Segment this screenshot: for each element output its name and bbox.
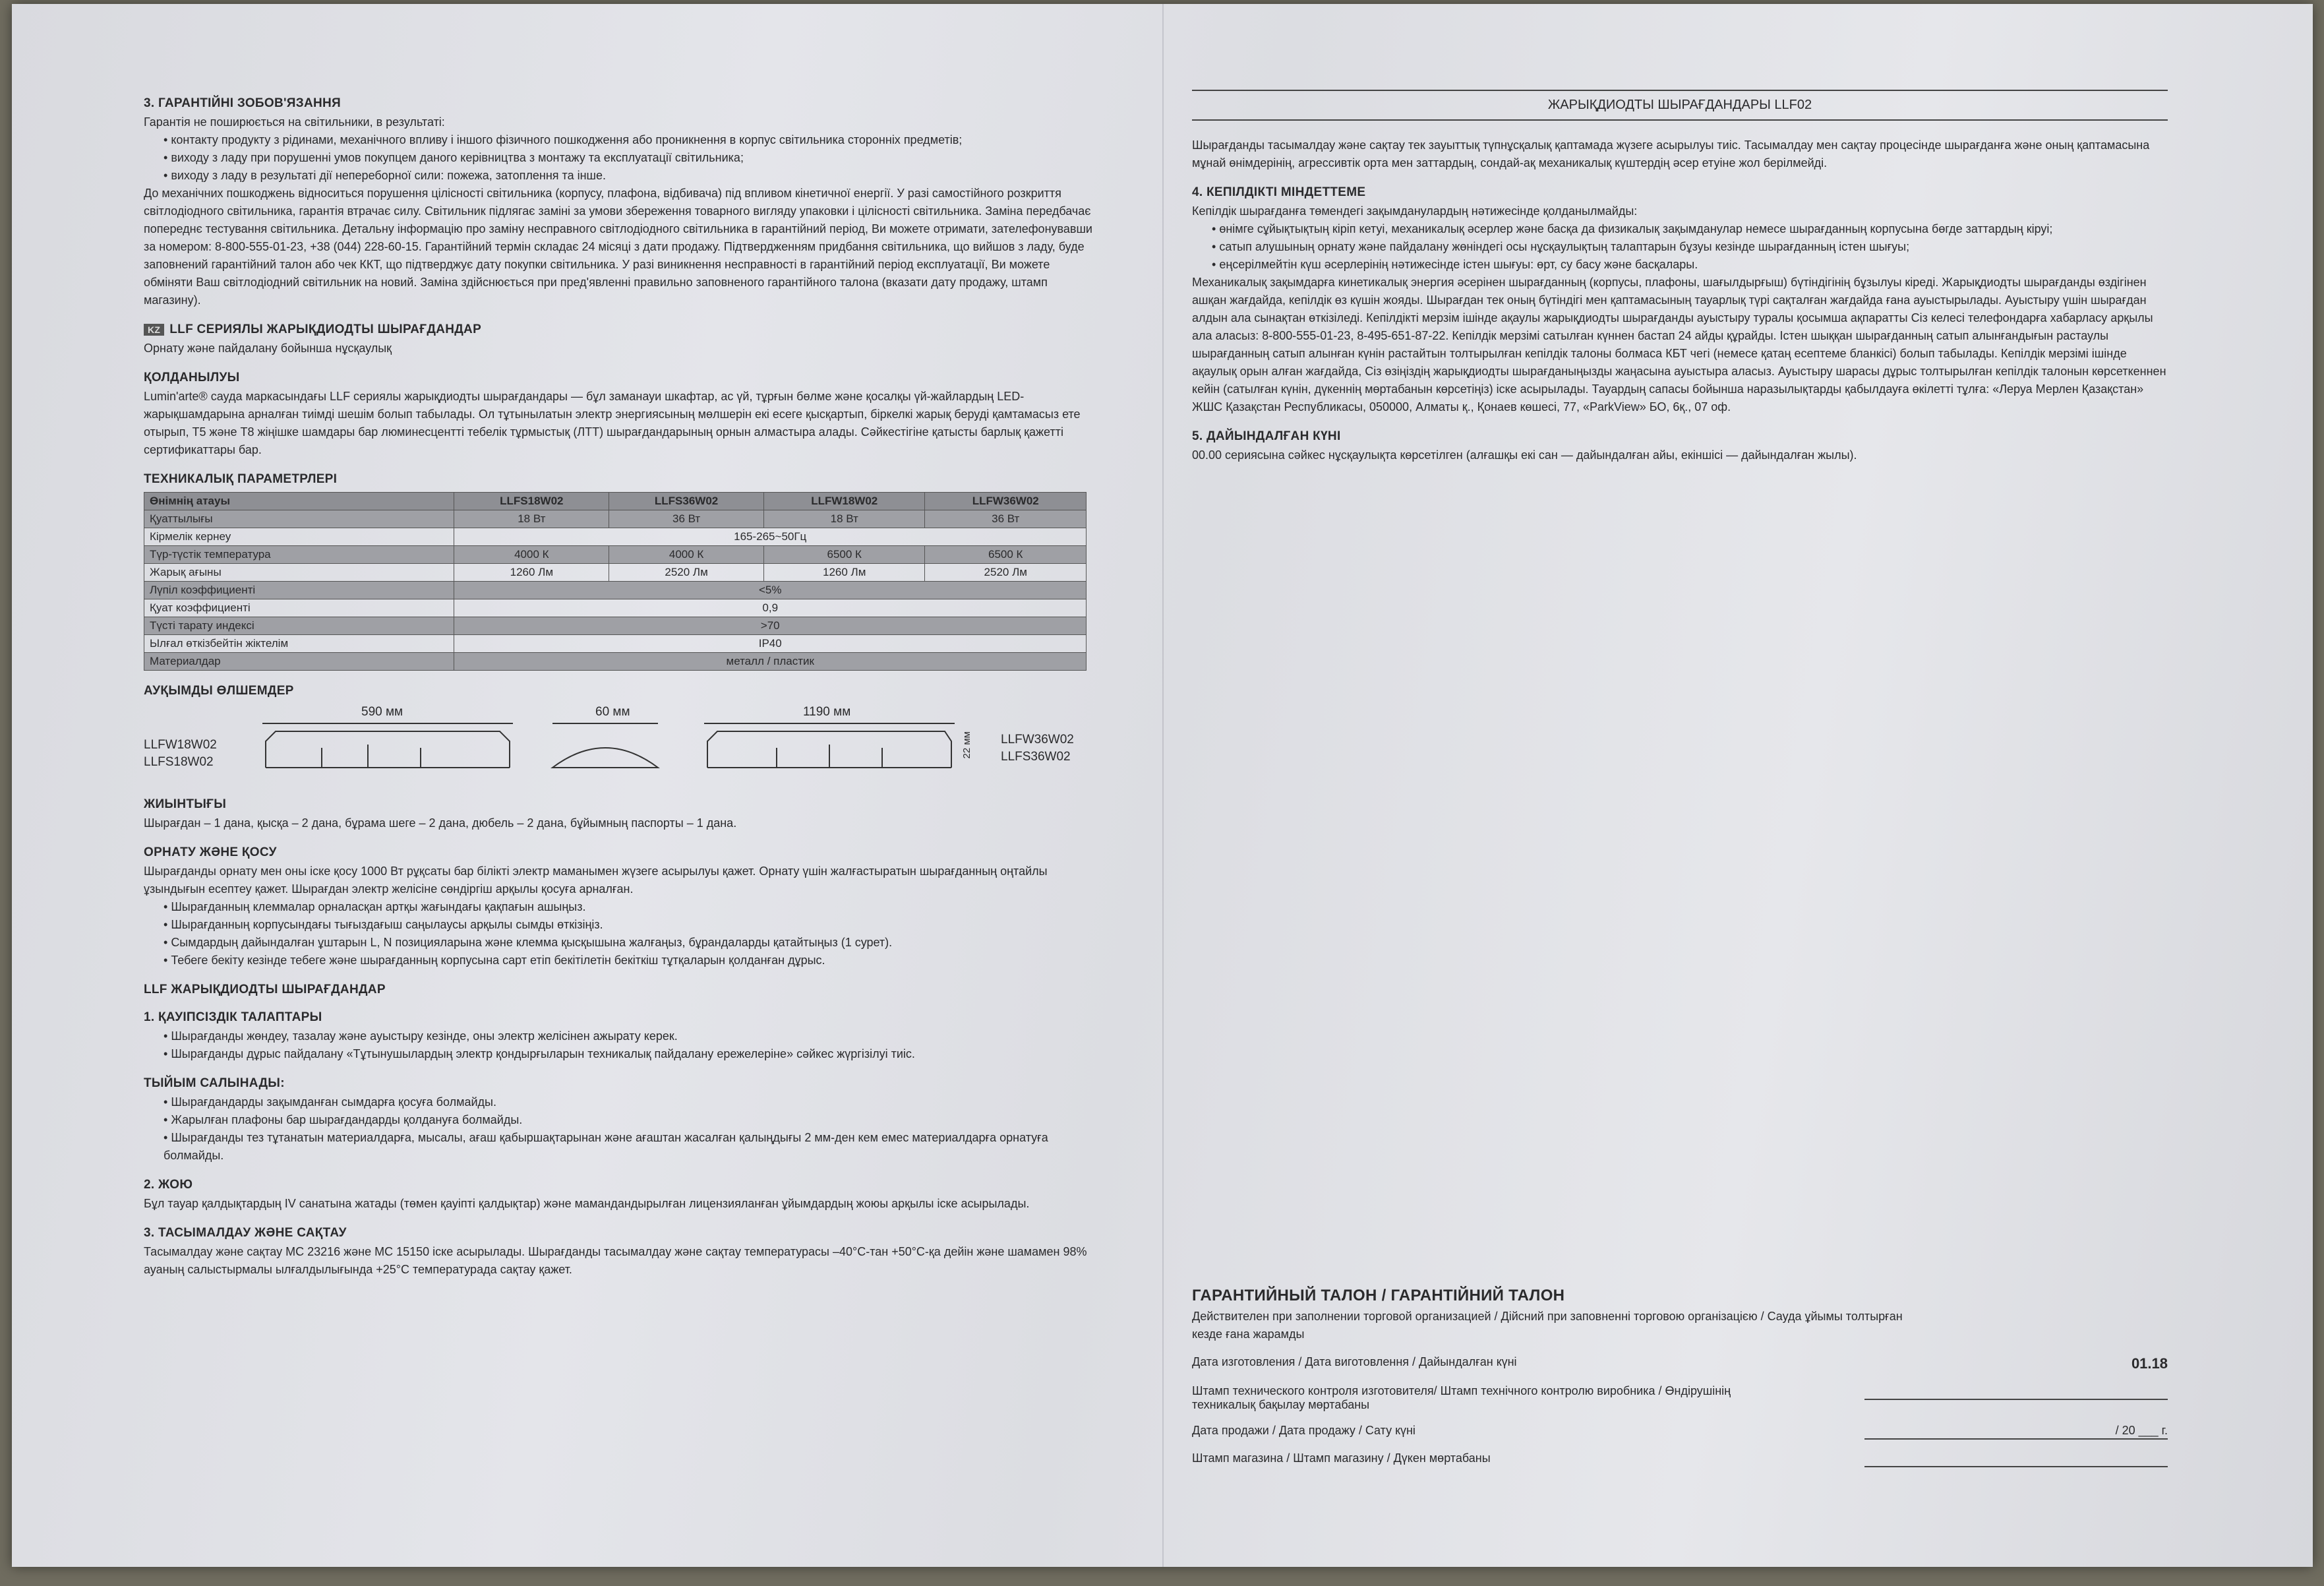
forbid-section <box>144 1076 1100 1165</box>
table-row <box>144 617 1087 635</box>
install-section <box>144 845 1100 969</box>
warranty-list <box>1192 220 2168 274</box>
warranty-list <box>144 131 1100 185</box>
guarantee-row-sale-date <box>1192 1424 2168 1440</box>
section-heading: АУҚЫМДЫ ӨЛШЕМДЕР <box>144 684 294 698</box>
table-header-cell: Өнімнің атауы <box>144 493 454 510</box>
sale-date-suffix: / 20 ___ г. <box>2115 1424 2168 1437</box>
guarantee-row-manufacture <box>1192 1355 2168 1372</box>
list-item: • Шырағданның корпусындағы тығыздағыш саңылаусы арқылы сымды өткізіңіз. <box>164 916 1100 934</box>
list-item: • Шырағданды дұрыс пайдалану «Тұтынушылардың электр қондырғыларын техникалық пайдалану ережелеріне» сәйкес жүргізілуі тиіс. <box>164 1045 1100 1063</box>
guarantee-row-tech-stamp <box>1192 1384 2168 1412</box>
list-item: • виходу з ладу в результаті дії непереборної сили: пожежа, затоплення та інше. <box>164 167 1100 185</box>
table-cell: Түр-түстік температура <box>144 546 454 564</box>
list-item: • еңсерілмейтін күш әсерлерінің нәтижесінде істен шығуы: өрт, су басу және басқалары. <box>1212 256 2168 274</box>
table-cell: 1260 Лм <box>763 564 925 582</box>
table-header-cell: LLFW36W02 <box>925 493 1087 510</box>
section-heading: 1. ҚАУІПСІЗДІК ТАЛАПТАРЫ <box>144 1010 322 1024</box>
list-item: • Шырағданды тез тұтанатын материалдарға, мысалы, ағаш қабыршақтарынан және ағаштан жасалған қалыңдығы 2 мм-ден кем емес материалдарға орнатуға болмайды. <box>164 1129 1100 1165</box>
forbid-list <box>144 1093 1100 1165</box>
models-label-right: LLFW36W02 LLFS36W02 <box>1001 733 1074 764</box>
section-heading: 2. ЖОЮ <box>144 1178 193 1192</box>
table-cell: >70 <box>454 617 1087 635</box>
table-cell: 2520 Лм <box>609 564 764 582</box>
dim-label-590: 590 мм <box>361 705 403 719</box>
section-heading: ТЕХНИКАЛЫҚ ПАРАМЕТРЛЕРІ <box>144 472 338 486</box>
language-tag: KZ <box>144 324 164 336</box>
row-label: Дата продажи / Дата продажу / Сату күні <box>1192 1424 1415 1437</box>
list-item: • контакту продукту з рідинами, механічного впливу і іншого фізичного пошкодження або проникнення в корпус світильника сторонніх предметів; <box>164 131 1100 149</box>
list-item: • Жарылған плафоны бар шырағдандарды қолдануға болмайды. <box>164 1111 1100 1129</box>
table-header-cell: LLFW18W02 <box>763 493 925 510</box>
section-text: Шырағданды тасымалдау және сақтау тек зауыттық түпнұсқалық қаптамада жүзеге асырылуы тиіс. Тасымалдау мен сақтау процесінде шырағданға және оның қаптамасына мұнай өнімдерінің, агрессивтік орта мен заттардың, сондай-ақ механикалық күштердің әсер етуіне жол берілмейді. <box>1192 138 2150 169</box>
dim-label-22: 22 мм <box>961 731 972 759</box>
left-column <box>144 96 1100 1292</box>
table-cell: Жарық ағыны <box>144 564 454 582</box>
manufacture-section <box>1192 429 2168 464</box>
table-cell: Қуаттылығы <box>144 510 454 528</box>
table-row <box>144 564 1087 582</box>
section-heading: ОРНАТУ ЖӘНЕ ҚОСУ <box>144 845 277 859</box>
table-row <box>144 582 1087 599</box>
section-text: Тасымалдау және сақтау МС 23216 және МС 15150 іске асырылады. Шырағданды тасымалдау және сақтау температурасы –40°С-тан +50°С-қа дейін және шамамен 98% ауаның салыстырмалы ылғалдылығында +25°С температурада сақтау қажет. <box>144 1245 1087 1276</box>
table-cell: <5% <box>454 582 1087 599</box>
section-text: Шырағданды орнату мен оны іске қосу 1000 Вт рұқсаты бар білікті электр маманымен жүзеге асырылуы қажет. Орнату үшін жалғастыратын шырағданның оңтайлы ұзындығын есептеу қажет. Шырағдан электр желісіне сөндіргіш арқылы қосуға арналған. <box>144 865 1048 896</box>
right-column <box>1192 90 2168 477</box>
dimensions-diagram <box>144 705 1100 784</box>
storage-section <box>1192 137 2168 172</box>
table-cell: Ылғал өткізбейтін жіктелім <box>144 635 454 653</box>
list-item: • Тебеге бекіту кезінде тебеге және шырағданның корпусына сарт етіп бекітілетін бекіткіш тұтқаларын қолданған дұрыс. <box>164 952 1100 969</box>
table-cell: металл / пластик <box>454 653 1087 671</box>
fold-line <box>1162 4 1164 1567</box>
table-row <box>144 528 1087 546</box>
table-cell: 6500 К <box>925 546 1087 564</box>
install-list <box>144 898 1100 969</box>
section-heading: LLF ЖАРЫҚДИОДТЫ ШЫРАҒДАНДАР <box>144 983 386 996</box>
subtitle: Орнату және пайдалану бойынша нұсқаулық <box>144 342 392 355</box>
list-item: • Шырағданның клеммалар орналасқан артқы жағындағы қақпағын ашыңыз. <box>164 898 1100 916</box>
table-row <box>144 546 1087 564</box>
table-cell: 36 Вт <box>609 510 764 528</box>
tech-section <box>144 472 1100 671</box>
usage-section <box>144 371 1100 459</box>
title-text: LLF СЕРИЯЛЫ ЖАРЫҚДИОДТЫ ШЫРАҒДАНДАР <box>169 322 482 336</box>
fixture-drawing <box>144 705 1001 784</box>
tech-stamp-field[interactable] <box>1864 1384 2168 1400</box>
section-heading: ҚОЛДАНЫЛУЫ <box>144 371 240 384</box>
guarantee-card <box>1192 1287 2168 1467</box>
table-cell: 36 Вт <box>925 510 1087 528</box>
section-text: Гарантія не поширюється на світильники, в результаті: <box>144 115 445 129</box>
dim-label-60: 60 мм <box>595 705 630 719</box>
page-title <box>144 322 1100 337</box>
dimensions-section <box>144 684 1100 784</box>
table-cell: 165-265~50Гц <box>454 528 1087 546</box>
transport-section <box>144 1226 1100 1279</box>
table-cell: Түсті тарату индексі <box>144 617 454 635</box>
section-text: 00.00 сериясына сәйкес нұсқаулықта көрсетілген (алғашқы екі сан — дайындалған айы, екіншісі — дайындалған жылы). <box>1192 448 1857 462</box>
list-item: • Сымдардың дайындалған ұштарын L, N позицияларына және клемма қысқышына жалғаңыз, бұрандаларды қатайтыңыз (1 сурет). <box>164 934 1100 952</box>
guarantee-subtitle: Действителен при заполнении торговой организацией / Дійсний при заповненні торговою організацією / Сауда ұйымы толтырған кезде ғана жарамды <box>1192 1310 1903 1341</box>
table-row <box>144 653 1087 671</box>
section-heading: 3. ТАСЫМАЛДАУ ЖӘНЕ САҚТАУ <box>144 1226 347 1240</box>
section-heading: 3. ГАРАНТІЙНІ ЗОБОВ'ЯЗАННЯ <box>144 96 341 110</box>
warranty-kz-section <box>1192 185 2168 416</box>
table-header-cell: LLFS18W02 <box>454 493 609 510</box>
list-item: • өнімге сұйықтықтың кіріп кетуі, механикалық әсерлер және басқа да физикалық зақымданулар немесе шырағданның корпусына бөгде заттардың кіруі; <box>1212 220 2168 238</box>
table-cell: 18 Вт <box>454 510 609 528</box>
table-cell: 4000 К <box>609 546 764 564</box>
table-row <box>144 599 1087 617</box>
section-heading: ЖИЫНТЫҒЫ <box>144 797 227 811</box>
disposal-section <box>144 1178 1100 1213</box>
section-text: Кепілдік шырағданға төмендегі зақымданулардың нәтижесінде қолданылмайды: <box>1192 204 1638 218</box>
guarantee-title: ГАРАНТИЙНЫЙ ТАЛОН / ГАРАНТІЙНИЙ ТАЛОН <box>1192 1287 1565 1304</box>
shop-stamp-field[interactable] <box>1864 1451 2168 1467</box>
table-cell: 18 Вт <box>763 510 925 528</box>
manufacture-date-value: 01.18 <box>2131 1355 2168 1372</box>
section-heading: 5. ДАЙЫНДАЛҒАН КҮНІ <box>1192 429 1341 443</box>
table-row <box>144 635 1087 653</box>
models-label-left: LLFW18W02 LLFS18W02 <box>144 738 217 769</box>
guarantee-row-shop-stamp <box>1192 1451 2168 1467</box>
row-label: Дата изготовления / Дата виготовлення / Дайындалған күні <box>1192 1355 1517 1368</box>
list-item: • Шырағданды жөндеу, тазалау және ауыстыру кезінде, оны электр желісінен ажырату керек. <box>164 1027 1100 1045</box>
sale-date-field[interactable] <box>1864 1424 2168 1440</box>
section-text: Механикалық зақымдарға кинетикалық энергия әсерінен шырағданның (корпусы, плафоны, шағылдырғыш) бүтіндігінің бұзылуы кіреді. Жарықдиодты шырағданды өздігінен ашқан жағдайда, кепілдік өз күшін жояды. Шырағдан тек оның бүтіндігі мен қаптамасының тауарлық түрі сақталған жағдайда ғана ауыстырылады. Ауыстыру үшін шырағдан алдын ала сынақтан өткізіледі. Кепілдікті мерзім ішінде ақаулы жарықдиодты шырағданды ауыстыру туралы қосымша ақпаратты Сіз келесі телефондарға хабарласу арқылы ала аласыз: 8-800-555-01-23, 8-495-651-87-22. Кепілдік мерзімі сатылған күннен бастап 24 айды құрайды. Істен шыққан шырағданның сатып алынғандығын растаулы шырағданның сатып алынған күнін растайтын толтырылған кепілдік талоны болмаса КБТ чегі (немесе қатаң есептеме бланкісі) болып табылады. Кепілдік мерзімі ішінде ақаулық орын алған жағдайда, Сіз өзіңіздің жарықдиодты шырағданыңызды жаңасына ауыстыра аласыз. Ауыстыру шарасы дұрыс толтырылған кепілдік талонын көрсеткеннен кейін (сатылған күнін, дүкеннің мөртабанын көрсетіңіз) іске асырылады. Тауардың сапасы бойынша наразылықтарды қабылдауға өкілетті тұлға: «Леруа Мерлен Қазақстан» ЖШС Қазақстан Республикасы, 050000, Алматы қ., Қонаев көшесі, 77, «ParkView» БО, 6қ., 07 оф. <box>1192 276 2166 413</box>
section-text: Бұл тауар қалдықтардың IV санатына жатады (төмен қауіпті қалдықтар) және мамандандырылған лицензияланған ұйымдардың жоюы арқылы іске асырылады. <box>144 1197 1030 1210</box>
series-title-block <box>144 322 1100 357</box>
table-cell: 6500 К <box>763 546 925 564</box>
table-cell: Кірмелік кернеу <box>144 528 454 546</box>
table-cell: IP40 <box>454 635 1087 653</box>
llf-heading-block <box>144 983 1100 997</box>
list-item: • сатып алушының орнату және пайдалану жөніндегі осы нұсқаулықтың талаптарын бұзуы кезінде шырағданның істен шығуы; <box>1212 238 2168 256</box>
table-header-row <box>144 493 1087 510</box>
section-heading: 4. КЕПІЛДІКТІ МІНДЕТТЕМЕ <box>1192 185 1366 199</box>
list-item: • Шырағдандарды зақымданған сымдарға қосуға болмайды. <box>164 1093 1100 1111</box>
table-cell: Лүпіл коэффициенті <box>144 582 454 599</box>
section-text: Шырағдан – 1 дана, қысқа – 2 дана, бұрама шеге – 2 дана, дюбель – 2 дана, бұйымның паспорты – 1 дана. <box>144 816 737 830</box>
table-header-cell: LLFS36W02 <box>609 493 764 510</box>
row-label: Штамп магазина / Штамп магазину / Дүкен мөртабаны <box>1192 1451 1491 1465</box>
table-row <box>144 510 1087 528</box>
kit-section <box>144 797 1100 832</box>
table-cell: Қуат коэффициенті <box>144 599 454 617</box>
dim-label-1190: 1190 мм <box>803 705 851 719</box>
right-header: ЖАРЫҚДИОДТЫ ШЫРАҒДАНДАРЫ LLF02 <box>1192 90 2168 121</box>
safety-section <box>144 1010 1100 1063</box>
section-text: Lumin'arte® сауда маркасындағы LLF сериялы жарықдиодты шырағдандары — бұл заманауи шкафтар, ас үй, тұрғын бөлме және қосалқы үй-жайлардың LED-жарықшамдарына арналған тиімді шешім болып табылады. Ол тұтынылатын электр энергиясының мөлшерін екі есеге қысқартып, біркелкі жарық беруді қамтамасыз ете отырып, Т5 және Т8 жіңішке шамдары бар люминесцентті тебелік тұрмыстық (ЛТТ) шырағдандарының орнын алмастыра алады. Сәйкестігіне қатысты барлық қажетті сертификаттары бар. <box>144 390 1081 456</box>
table-cell: 0,9 <box>454 599 1087 617</box>
tech-table <box>144 492 1087 671</box>
section-heading: ТЫЙЫМ САЛЫНАДЫ: <box>144 1076 285 1090</box>
warranty-ua-section <box>144 96 1100 309</box>
section-text: До механічних пошкоджень відноситься порушення цілісності світильника (корпусу, плафона, відбивача) під впливом кінетичної енергії. У разі самостійного розкриття світлодіодного світильника, гарантія втрачає силу. Світильник підлягає заміні за умови збереження товарного вигляду упаковки і цілісності світильника. Заміна передбачає попереднє тестування світильника. Детальну інформацію про заміну несправного світлодіодного світильника в гарантійний період, Ви можете отримати, зателефонувавши за номером: 8-800-555-01-23, +38 (044) 228-60-15. Гарантійний термін складає 24 місяці з дати продажу. Підтвердженням придбання світильника, що вийшов з ладу, буде заповнений гарантійний талон або чек ККТ, що підтверджує дату покупки світильника. У разі виникнення несправності в гарантійний період експлуатації, Ви можете обміняти Ваш світлодіодний світильник на новий. Заміна здійснюється при пред'явленні правильно заповненого гарантійного талона (вказати дату продажу, штамп магазину). <box>144 187 1092 307</box>
table-cell: 4000 К <box>454 546 609 564</box>
row-label: Штамп технического контроля изготовителя/ Штамп технічного контролю виробника / Өндірушінің техникалық бақылау мөртабаны <box>1192 1384 1731 1411</box>
safety-list <box>144 1027 1100 1063</box>
table-cell: 2520 Лм <box>925 564 1087 582</box>
list-item: • виходу з ладу при порушенні умов покупцем даного керівництва з монтажу та експлуатації світильника; <box>164 149 1100 167</box>
instruction-sheet <box>12 4 2313 1567</box>
table-cell: 1260 Лм <box>454 564 609 582</box>
table-cell: Материалдар <box>144 653 454 671</box>
